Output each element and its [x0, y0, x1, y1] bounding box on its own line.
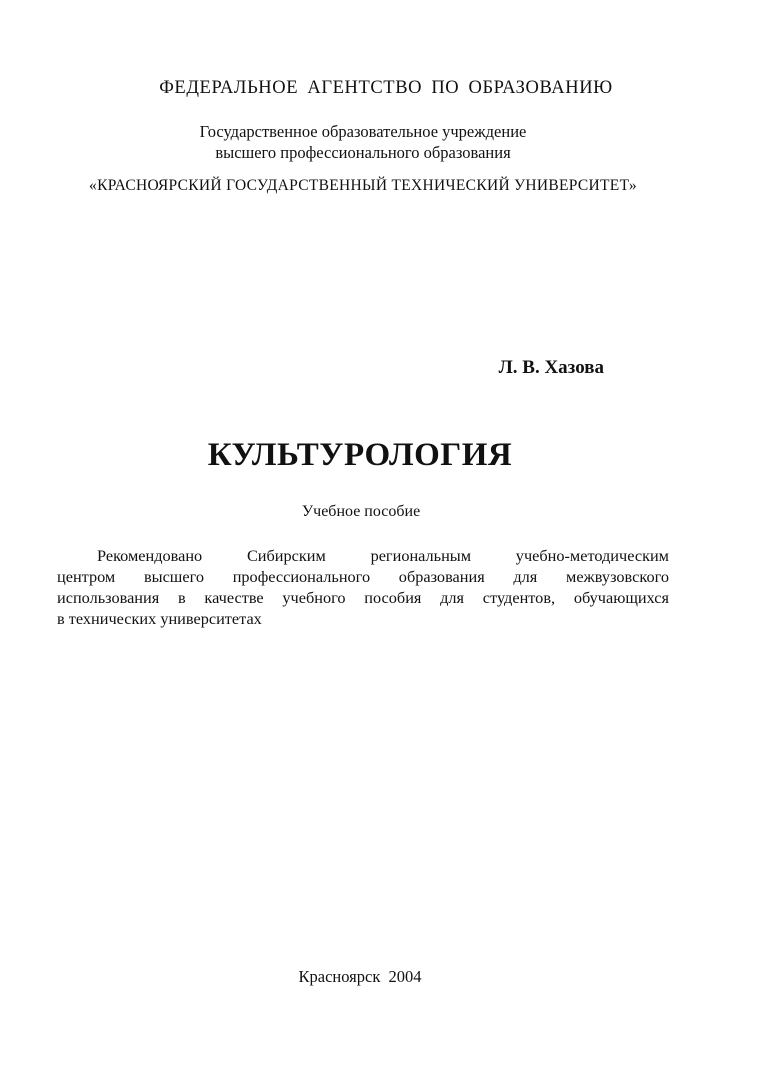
institution-line-1: Государственное образовательное учреждение — [199, 122, 527, 141]
recommendation-line-1: Рекомендовано Сибирским региональным учебно-методическим — [97, 546, 669, 565]
recommendation-paragraph — [57, 545, 669, 629]
book-title: КУЛЬТУРОЛОГИЯ — [207, 437, 513, 473]
city-year: Красноярск 2004 — [298, 967, 422, 986]
book-subtitle: Учебное пособие — [301, 503, 421, 520]
recommendation-line-2: центром высшего профессионального образования для межвузовского — [57, 567, 669, 586]
university-name: «КРАСНОЯРСКИЙ ГОСУДАРСТВЕННЫЙ ТЕХНИЧЕСКИЙ УНИВЕРСИТЕТ» — [89, 177, 637, 194]
institution-line-2: высшего профессионального образования — [215, 143, 511, 162]
author-name: Л. В. Хазова — [498, 357, 604, 378]
agency-heading: ФЕДЕРАЛЬНОЕ АГЕНТСТВО ПО ОБРАЗОВАНИЮ — [159, 78, 613, 98]
recommendation-line-3: использования в качестве учебного пособия для студентов, обучающихся — [57, 588, 669, 607]
recommendation-line-4: в технических университетах — [57, 609, 262, 628]
